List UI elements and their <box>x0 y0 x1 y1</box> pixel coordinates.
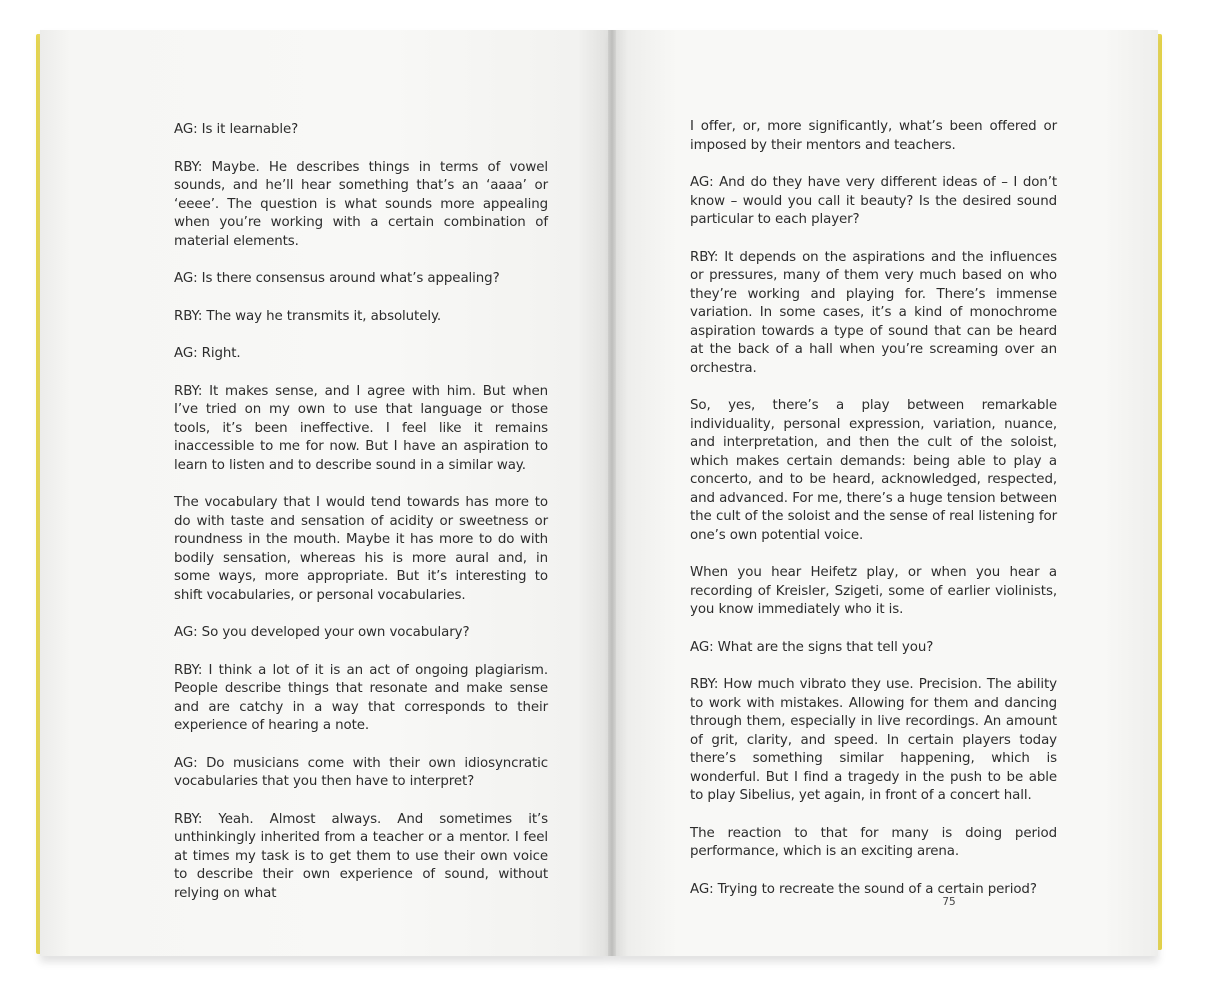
paragraph: RBY: I think a lot of it is an act of ongoing plagiarism. People describe things that resonate and make sense and are catchy in a way that corresponds to their experience of hearing a note. <box>174 662 548 733</box>
right-page-text <box>690 118 1057 918</box>
paragraph: When you hear Heifetz play, or when you hear a recording of Kreisler, Szigeti, some of earlier violinists, you know immediately who it is. <box>690 565 1057 617</box>
paragraph: RBY: How much vibrato they use. Precision. The ability to work with mistakes. Allowing for them and dancing through them, especially in live recordings. An amount of grit, clarity, and speed. In certain players today there’s something similar happening, which is wonderful. But I find a tragedy in the push to be able to play Sibelius, yet again, in front of a concert hall. <box>690 677 1057 803</box>
paragraph: AG: What are the signs that tell you? <box>690 639 934 655</box>
paragraph: RBY: It makes sense, and I agree with him. But when I’ve tried on my own to use that language or those tools, it’s been ineffective. I feel like it remains inaccessible to me for now. But I have an aspiration to learn to listen and to describe sound in a similar way. <box>174 383 548 473</box>
paragraph: AG: And do they have very different ideas of – I don’t know – would you call it beauty? Is the desired sound particular to each player? <box>690 175 1057 227</box>
paragraph: AG: Do musicians come with their own idiosyncratic vocabularies that you then have to interpret? <box>174 755 548 789</box>
page-number: 75 <box>942 896 956 908</box>
paragraph: AG: Right. <box>174 346 241 361</box>
paragraph: AG: Is there consensus around what’s appealing? <box>174 271 500 286</box>
book-gutter <box>608 30 616 956</box>
left-page-text <box>174 121 548 922</box>
paragraph: The vocabulary that I would tend towards has more to do with taste and sensation of acidity or sweetness or roundness in the mouth. Maybe it has more to do with bodily sensation, whereas his is more aural and, in some ways, more appropriate. But it’s interesting to shift vocabularies, or personal vocabularies. <box>174 495 548 603</box>
paragraph: AG: So you developed your own vocabulary? <box>174 625 470 640</box>
paragraph: RBY: Maybe. He describes things in terms of vowel sounds, and he’ll hear something that’s an ‘aaaa’ or ‘eeee’. The question is what sounds more appealing when you’re working with a certain combination of material elements. <box>174 159 548 249</box>
paragraph: I offer, or, more significantly, what’s been offered or imposed by their mentors and teachers. <box>690 119 1057 153</box>
paragraph: AG: Trying to recreate the sound of a certain period? <box>690 881 1037 897</box>
paragraph: So, yes, there’s a play between remarkable individuality, personal expression, variation, nuance, and interpretation, and then the cult of the soloist, which makes certain demands: being able to play a concerto, and to be heard, acknowledged, respected, and advanced. For me, there’s a huge tension between the cult of the soloist and the sense of real listening for one’s own potential voice. <box>690 398 1057 543</box>
paragraph: RBY: It depends on the aspirations and the influences or pressures, many of them very much based on who they’re working and playing for. There’s immense variation. In some cases, it’s a kind of monochrome aspiration towards a type of sound that can be heard at the back of a hall when you’re screaming over an orchestra. <box>690 249 1057 376</box>
paragraph: RBY: Yeah. Almost always. And sometimes it’s unthinkingly inherited from a teacher or a mentor. I feel at times my task is to get them to use their own voice to describe their own experience of sound, without relying on what <box>174 811 548 901</box>
paragraph: RBY: The way he transmits it, absolutely. <box>174 308 442 324</box>
paragraph: AG: Is it learnable? <box>174 122 299 137</box>
paragraph: The reaction to that for many is doing period performance, which is an exciting arena. <box>690 825 1057 859</box>
